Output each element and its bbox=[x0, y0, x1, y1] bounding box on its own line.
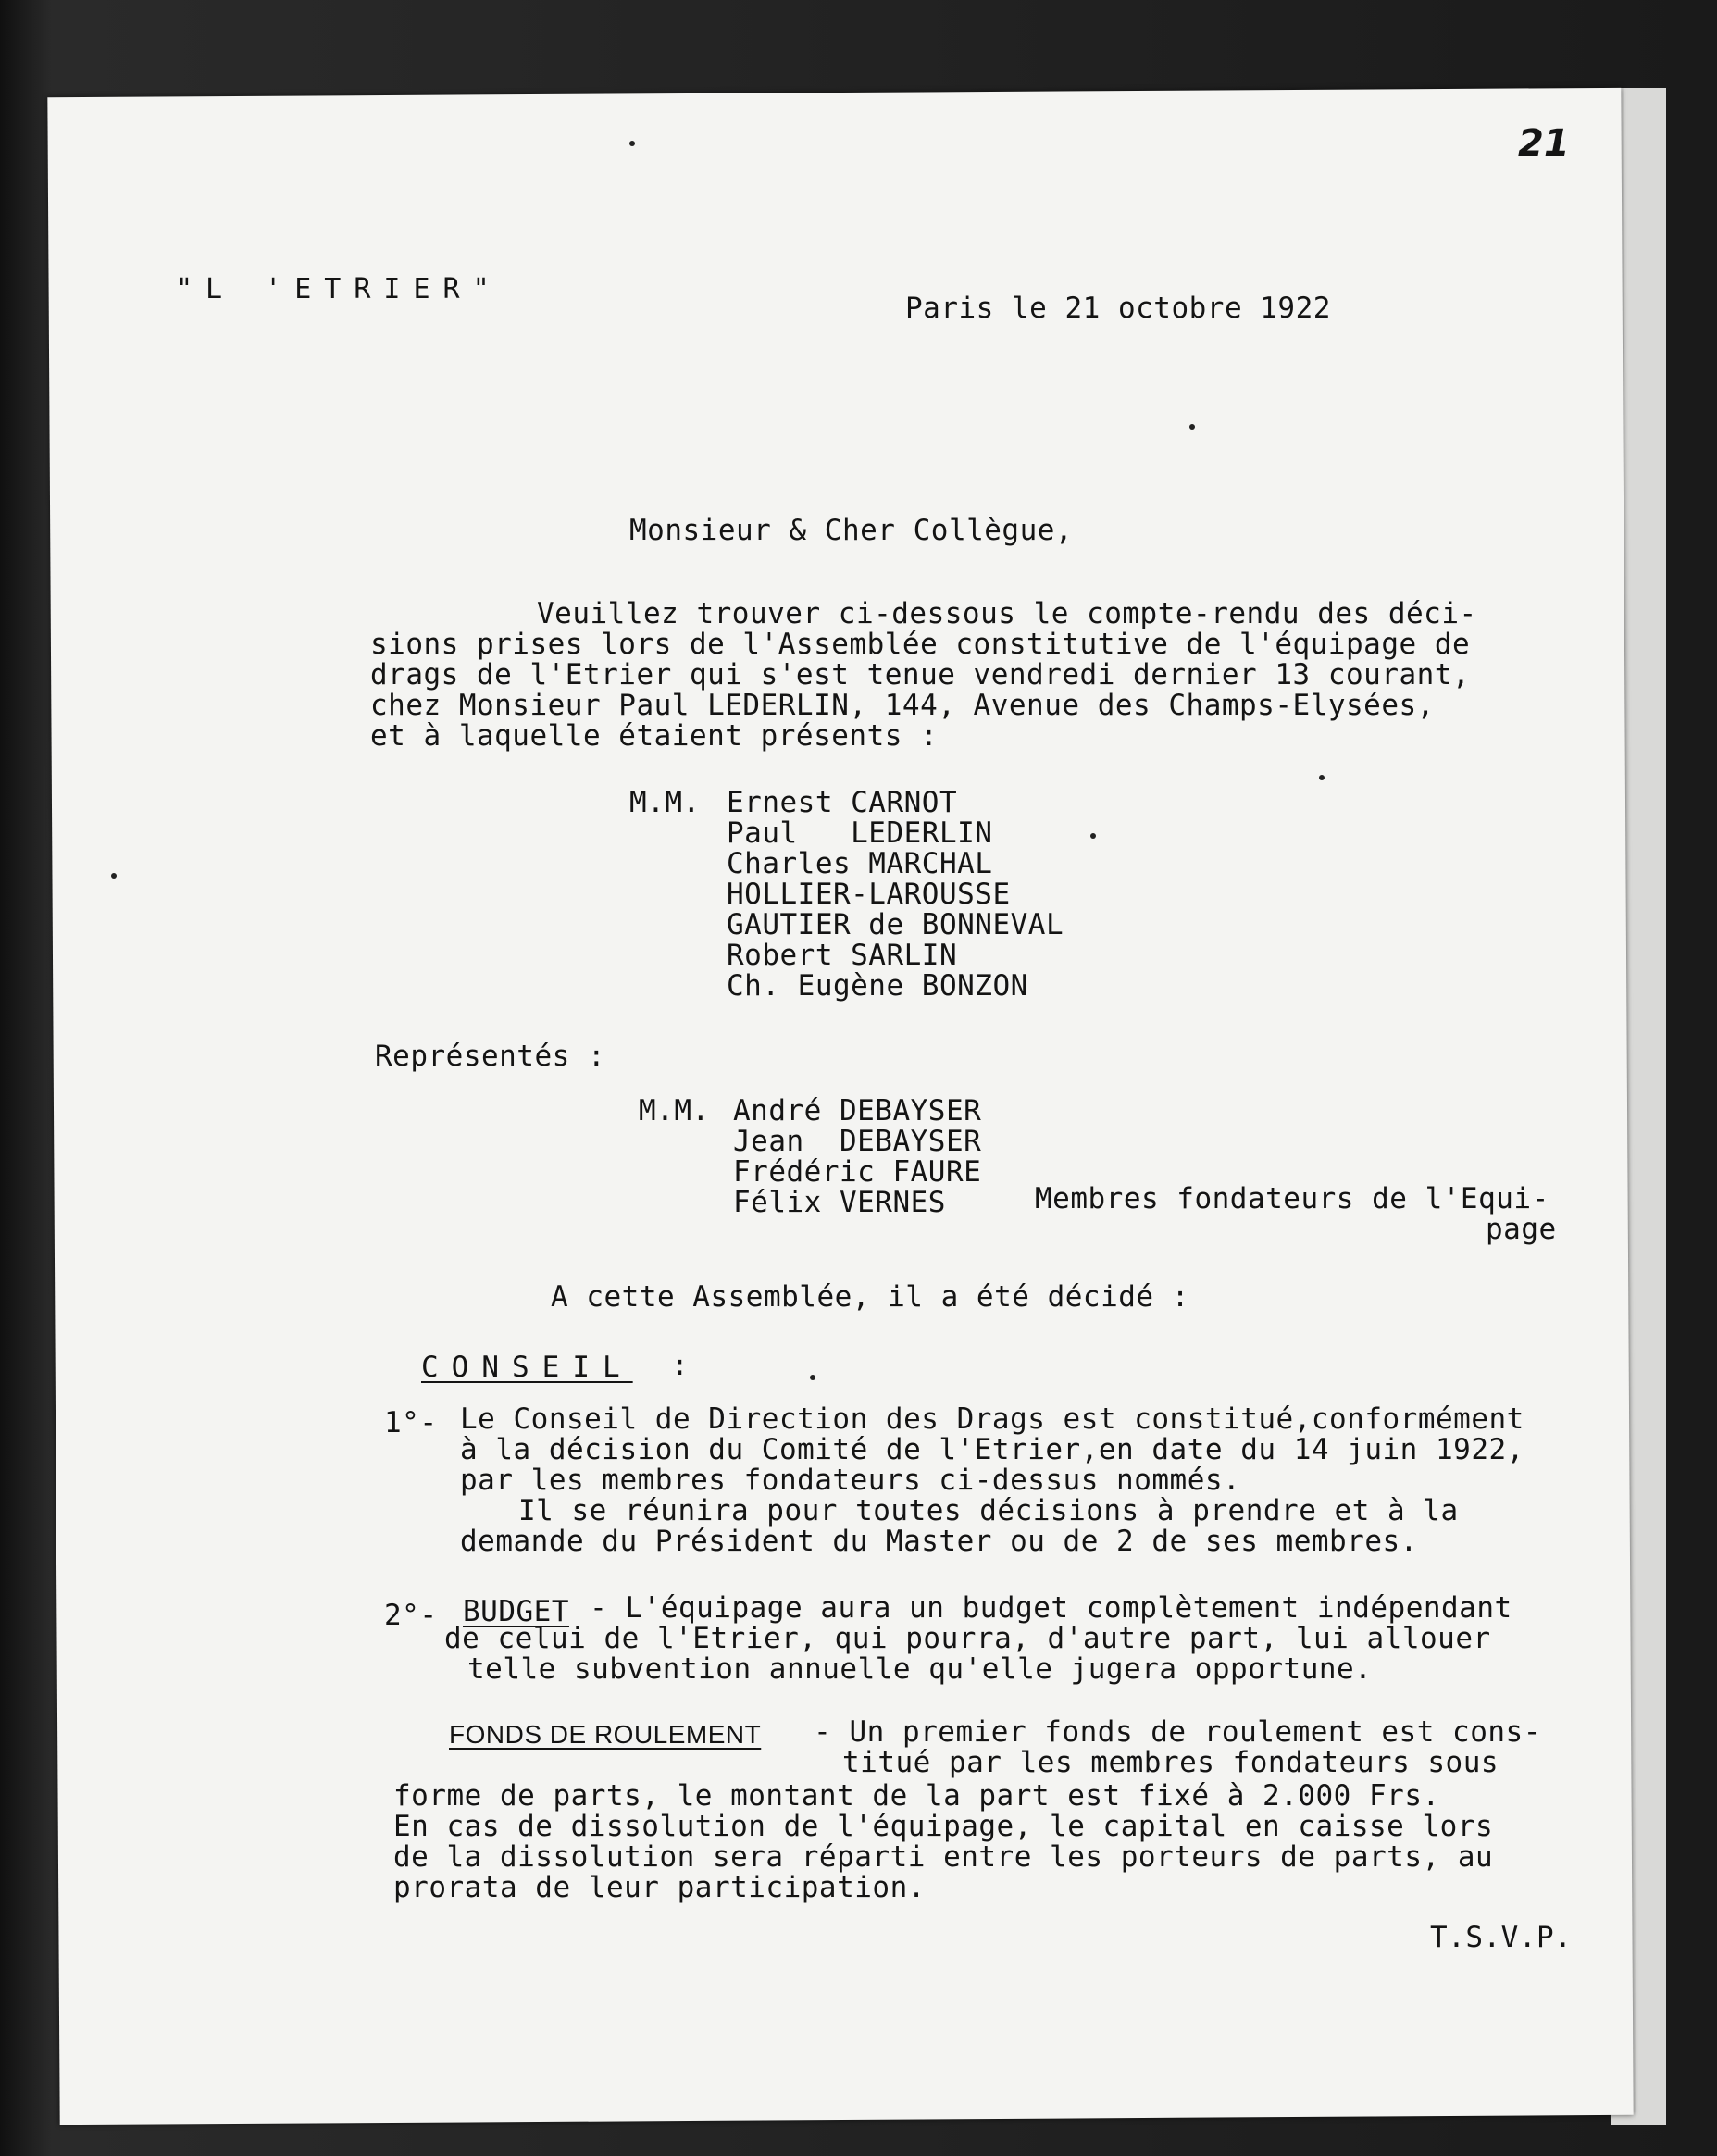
intro-line: drags de l'Etrier qui s'est tenue vendredi dernier 13 courant, bbox=[370, 658, 1471, 692]
scan-speck bbox=[1090, 833, 1096, 839]
item1-line: demande du Président du Master ou de 2 de ses membres. bbox=[460, 1525, 1418, 1558]
fonds-line: prorata de leur participation. bbox=[393, 1871, 926, 1904]
item-number: 1°- bbox=[384, 1406, 438, 1439]
represented-name: André DEBAYSER bbox=[733, 1094, 982, 1128]
present-name: GAUTIER de BONNEVAL bbox=[727, 908, 1064, 941]
fonds-line: de la dissolution sera réparti entre les porteurs de parts, au bbox=[393, 1840, 1494, 1874]
item-number: 2°- bbox=[384, 1599, 438, 1632]
page-number: 21 bbox=[1518, 122, 1570, 165]
fonds-line: En cas de dissolution de l'équipage, le capital en caisse lors bbox=[393, 1810, 1494, 1843]
present-name: Charles MARCHAL bbox=[727, 847, 993, 880]
founders-note: page bbox=[1486, 1213, 1557, 1246]
intro-line: chez Monsieur Paul LEDERLIN, 144, Avenue des Champs-Elysées, bbox=[370, 689, 1435, 722]
salutation: Monsieur & Cher Collègue, bbox=[629, 514, 1074, 547]
item1-line: par les membres fondateurs ci-dessus nommés. bbox=[460, 1464, 1241, 1497]
present-name: Robert SARLIN bbox=[727, 939, 958, 972]
fonds-heading: FONDS DE ROULEMENT bbox=[449, 1720, 762, 1749]
tsvp-footer: T.S.V.P. bbox=[1430, 1921, 1573, 1954]
item1-line: à la décision du Comité de l'Etrier,en date du 14 juin 1922, bbox=[460, 1433, 1524, 1466]
item2-line: telle subvention annuelle qu'elle jugera opportune. bbox=[467, 1652, 1373, 1686]
fonds-line: forme de parts, le montant de la part est fixé à 2.000 Frs. bbox=[393, 1779, 1440, 1813]
represented-name: Frédéric FAURE bbox=[733, 1155, 982, 1189]
item1-line: Il se réunira pour toutes décisions à prendre et à la bbox=[518, 1494, 1459, 1527]
scan-speck bbox=[111, 873, 117, 879]
present-name: Ernest CARNOT bbox=[727, 786, 958, 819]
scan-speck bbox=[810, 1375, 815, 1380]
scan-speck bbox=[1189, 424, 1195, 430]
founders-note: Membres fondateurs de l'Equi- bbox=[1035, 1182, 1549, 1215]
intro-line: Veuillez trouver ci-dessous le compte-rendu des déci- bbox=[537, 597, 1477, 630]
letterhead: "L 'ETRIER" bbox=[176, 273, 503, 305]
present-prefix: M.M. bbox=[629, 786, 701, 819]
scan-speck bbox=[1319, 775, 1325, 780]
budget-heading: BUDGET bbox=[463, 1595, 569, 1628]
present-name: Ch. Eugène BONZON bbox=[727, 969, 1028, 1003]
decision-intro: A cette Assemblée, il a été décidé : bbox=[551, 1280, 1189, 1314]
present-name: Paul LEDERLIN bbox=[727, 816, 993, 850]
fonds-line: titué par les membres fondateurs sous bbox=[842, 1746, 1499, 1779]
intro-line: et à laquelle étaient présents : bbox=[370, 719, 939, 753]
conseil-colon: : bbox=[671, 1349, 690, 1382]
present-name: HOLLIER-LAROUSSE bbox=[727, 878, 1011, 911]
represented-prefix: M.M. bbox=[639, 1094, 710, 1128]
represented-name: Félix VERNES bbox=[733, 1186, 946, 1219]
scan-speck bbox=[629, 141, 635, 146]
item2-line: - L'équipage aura un budget complètement indépendant bbox=[572, 1591, 1512, 1625]
intro-line: sions prises lors de l'Assemblée constitutive de l'équipage de bbox=[370, 628, 1471, 661]
item2-line: de celui de l'Etrier, qui pourra, d'autre part, lui allouer bbox=[444, 1622, 1491, 1655]
represented-label: Représentés : bbox=[375, 1040, 606, 1073]
item1-line: Le Conseil de Direction des Drags est constitué,conformément bbox=[460, 1402, 1524, 1436]
represented-name: Jean DEBAYSER bbox=[733, 1125, 982, 1158]
conseil-heading: CONSEIL bbox=[421, 1351, 633, 1384]
date-line: Paris le 21 octobre 1922 bbox=[905, 292, 1331, 325]
fonds-line: - Un premier fonds de roulement est cons- bbox=[796, 1715, 1541, 1749]
